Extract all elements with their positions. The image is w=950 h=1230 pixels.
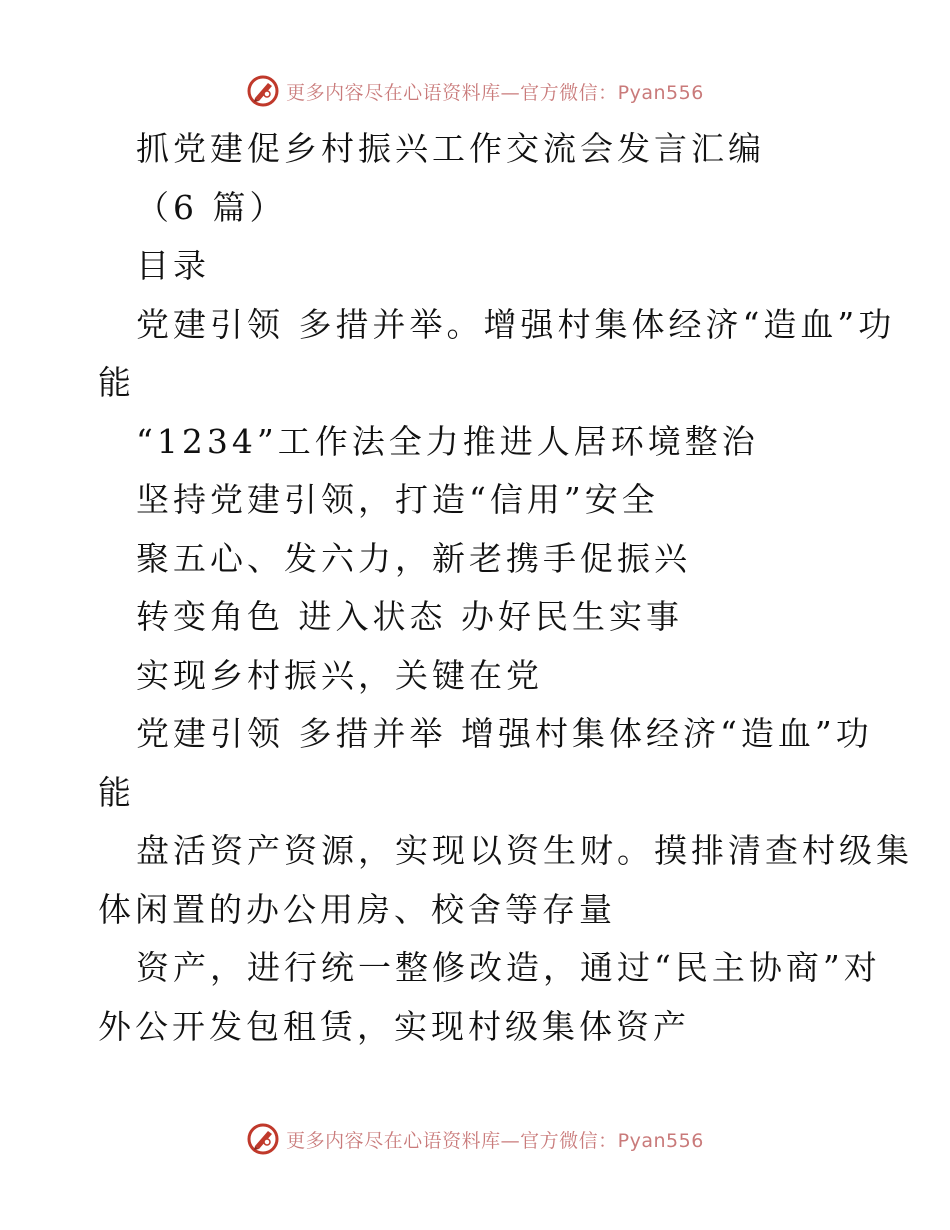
header-watermark bbox=[0, 71, 950, 111]
document-body bbox=[98, 120, 913, 1056]
footer-watermark bbox=[0, 1119, 950, 1159]
section-heading-continuation: 能 bbox=[98, 772, 135, 812]
pen-logo-icon bbox=[246, 74, 280, 108]
paragraph-line: 盘活资产资源，实现以资生财。摸排清查村级集 bbox=[136, 831, 913, 870]
pen-logo-icon bbox=[246, 1122, 280, 1156]
document-subtitle: （6 篇） bbox=[136, 187, 287, 227]
toc-item: “1234”工作法全力推进人居环境整治 bbox=[136, 421, 759, 461]
section-heading: 党建引领 多措并举 增强村集体经济“造血”功 bbox=[136, 714, 873, 753]
toc-heading: 目录 bbox=[136, 246, 210, 285]
document-title: 抓党建促乡村振兴工作交流会发言汇编 bbox=[136, 129, 765, 168]
paragraph-line: 资产，进行统一整修改造，通过“民主协商”对 bbox=[136, 948, 881, 987]
watermark-text bbox=[286, 78, 704, 105]
toc-item: 聚五心、发六力，新老携手促振兴 bbox=[136, 538, 691, 578]
paragraph-line: 体闲置的办公用房、校舍等存量 bbox=[98, 889, 616, 929]
toc-item: 实现乡村振兴，关键在党 bbox=[136, 655, 543, 695]
toc-item-continuation: 能 bbox=[98, 363, 135, 402]
watermark-id: Pyan556 bbox=[617, 81, 704, 104]
watermark-label: 更多内容尽在心语资料库—官方微信： bbox=[286, 1129, 618, 1152]
watermark-label: 更多内容尽在心语资料库—官方微信： bbox=[286, 81, 618, 104]
toc-item: 转变角色 进入状态 办好民生实事 bbox=[136, 597, 683, 636]
watermark-id: Pyan556 bbox=[617, 1129, 704, 1152]
toc-item: 坚持党建引领，打造“信用”安全 bbox=[136, 480, 659, 519]
toc-item: 党建引领 多措并举。增强村集体经济“造血”功 bbox=[136, 304, 896, 344]
paragraph-line: 外公开发包租赁，实现村级集体资产 bbox=[98, 1006, 690, 1046]
watermark-text bbox=[286, 1126, 704, 1153]
